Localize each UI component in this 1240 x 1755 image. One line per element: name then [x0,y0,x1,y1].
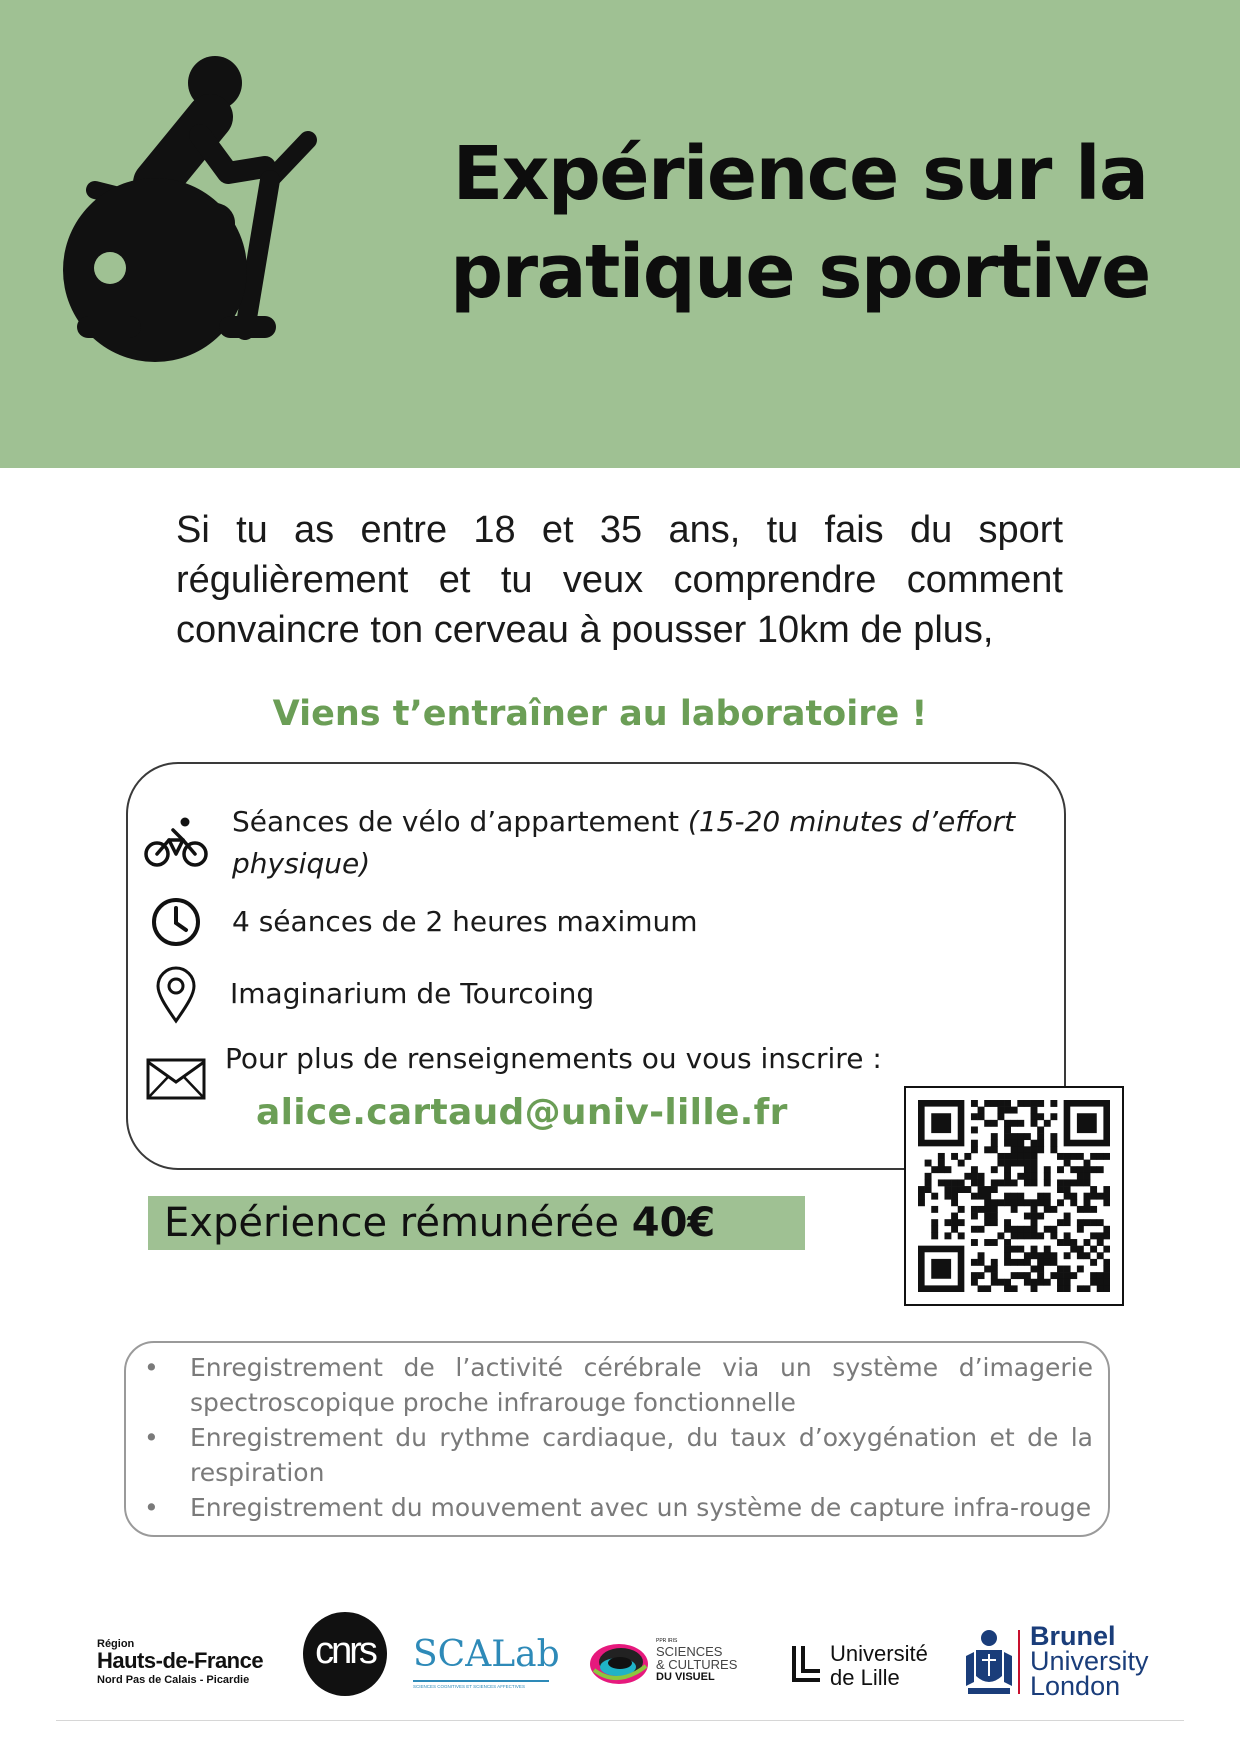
envelope-icon [146,1058,206,1100]
location-pin-icon [154,966,198,1024]
qr-code-pattern [918,1100,1110,1292]
list-item: • Enregistrement du mouvement avec un système de capture infra-rouge [190,1490,1093,1525]
payment-amount: 40€ [631,1200,716,1246]
title-line-2: pratique sportive [450,229,1150,315]
sciences-swirl-icon [588,1640,650,1688]
sessions-row [232,801,1052,885]
email-link[interactable]: alice.cartaud@univ-lille.fr [256,1092,788,1133]
brunel-logo-line3: London [1030,1671,1121,1701]
qr-code[interactable] [904,1086,1124,1306]
region-logo-name: Hauts-de-France [97,1648,264,1673]
clock-icon [150,896,202,948]
recordings-list [190,1350,1093,1525]
exercise-bike-icon [60,55,360,385]
payment-label: Expérience rémunérée [164,1200,620,1246]
title-line-1: Expérience sur la [452,131,1148,217]
duration-row: 4 séances de 2 heures maximum [232,905,698,938]
partner-logos [0,1600,1240,1720]
payment-banner [148,1196,805,1250]
brunel-logo-line1: Brunel [1030,1621,1116,1651]
sessions-note: (15-20 minutes d’effort physique) [232,805,1016,880]
brunel-logo-line2: University [1030,1646,1149,1676]
scalab-logo-sub: SCIENCES COGNITIVES ET SCIENCES AFFECTIVES [413,1684,525,1689]
footer-divider [56,1720,1184,1721]
sciences-logo-line3: DU VISUEL [656,1671,715,1683]
bicycle-icon [143,816,209,870]
ulille-logo-line1: Université [830,1641,928,1666]
list-item: • Enregistrement de l’activité cérébrale via un système d’imagerie spectroscopique proche infrarouge fonctionnelle [190,1350,1093,1420]
ulille-mark-icon [790,1644,824,1684]
sciences-logo-line2: & CULTURES [656,1657,738,1672]
sciences-logo-line1: SCIENCES [656,1644,723,1659]
cnrs-logo-text: cnrs [315,1630,375,1672]
brunel-crest-icon [962,1626,1016,1698]
location-row: Imaginarium de Tourcoing [230,977,595,1010]
ulille-logo-line2: de Lille [830,1665,900,1690]
contact-label: Pour plus de renseignements ou vous inscrire : [225,1042,882,1075]
region-logo-sub: Nord Pas de Calais - Picardie [97,1674,250,1686]
intro-paragraph: Si tu as entre 18 et 35 ans, tu fais du sport régulièrement et tu veux comprendre comment convaincre ton cerveau à pousser 10km de plus, [176,509,1063,651]
cnrs-logo [303,1612,387,1696]
sessions-text: Séances de vélo d’appartement [232,805,680,838]
scalab-logo-text: SCALab [413,1634,560,1675]
header-banner [0,0,1240,468]
sciences-logo-top: PPR IRIS [656,1638,678,1644]
invite-heading: Viens t’entraîner au laboratoire ! [272,694,928,734]
region-logo-top: Région [97,1638,135,1650]
list-item: • Enregistrement du rythme cardiaque, du taux d’oxygénation et de la respiration [190,1420,1093,1490]
page-title [380,125,1220,321]
